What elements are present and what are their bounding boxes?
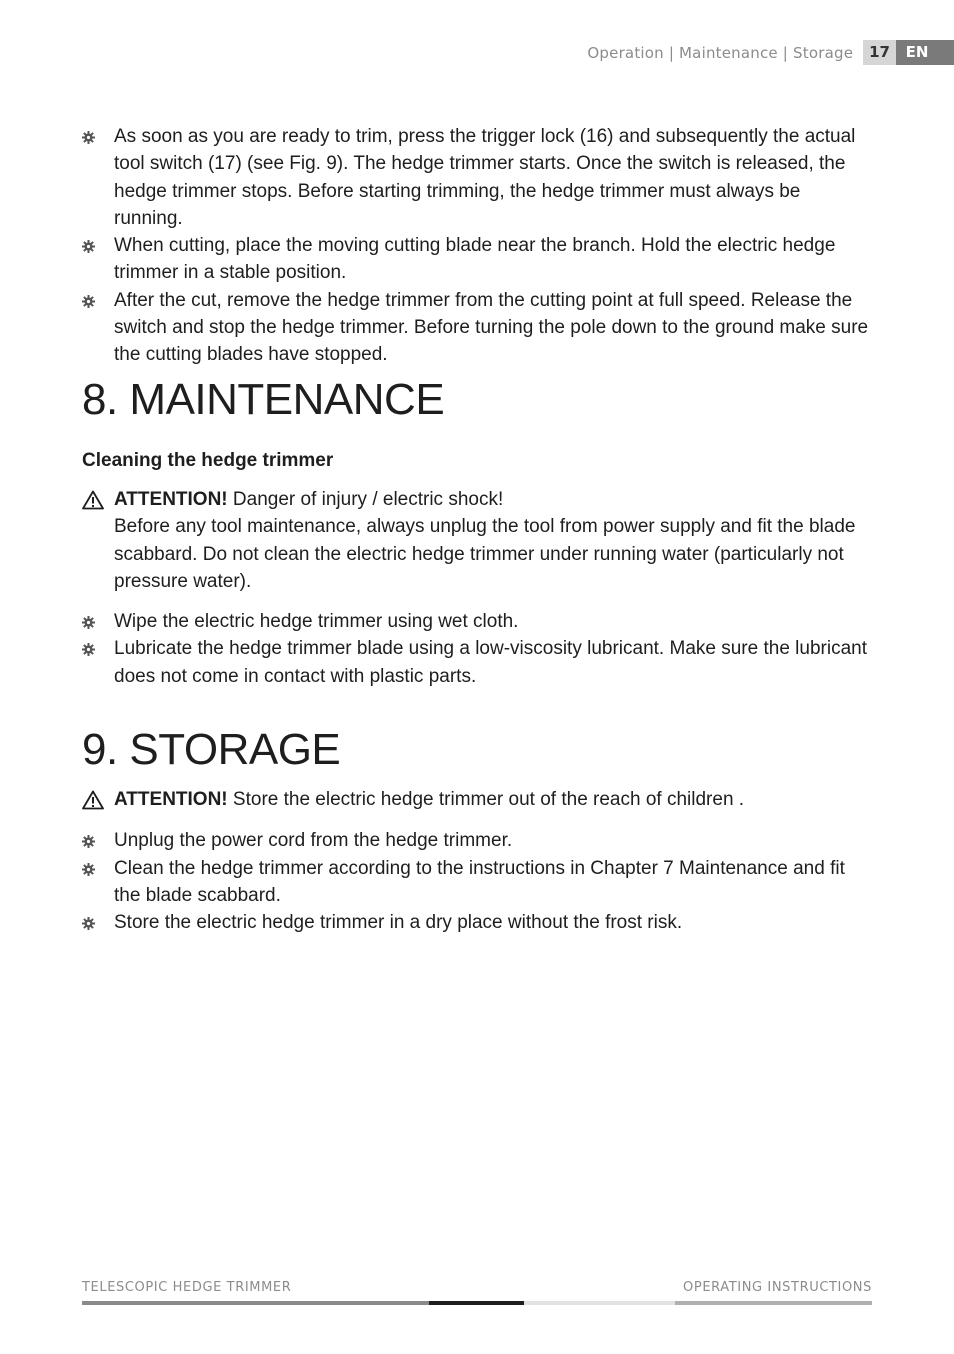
list-item: [82, 232, 874, 287]
cleaning-subheading: Cleaning the hedge trimmer: [82, 450, 334, 471]
attention-text: Store the electric hedge trimmer out of the reach of children .: [227, 789, 745, 810]
language-badge: EN: [896, 40, 954, 65]
operation-section: [82, 123, 874, 369]
list-item-text: Clean the hedge trimmer according to the instructions in Chapter 7 Maintenance and fit the blade scabbard.: [114, 857, 845, 906]
maintenance-attention: [82, 486, 874, 595]
maintenance-section: [82, 374, 874, 690]
storage-heading: 9. STORAGE: [82, 725, 341, 774]
footer-bar-segment: [82, 1301, 429, 1305]
footer-product-name: TELESCOPIC HEDGE TRIMMER: [82, 1280, 292, 1295]
page-number: 17: [863, 40, 896, 65]
list-item: [82, 608, 874, 635]
footer-bar-segment: [429, 1301, 524, 1305]
list-item: [82, 635, 874, 690]
gear-bullet-icon: [82, 835, 95, 848]
list-item-text: Wipe the electric hedge trimmer using wet cloth.: [114, 611, 519, 633]
footer-document-type: OPERATING INSTRUCTIONS: [683, 1280, 872, 1295]
breadcrumb: Operation | Maintenance | Storage: [587, 43, 854, 62]
warning-icon: [82, 490, 104, 510]
list-item-text: As soon as you are ready to trim, press the trigger lock (16) and subsequently the actual tool switch (17) (see Fig. 9). The hedge trimmer starts. Once the switch is released, the hedge trimmer stops. Before starting trimming, the hedge trimmer must always be running.: [114, 126, 856, 229]
attention-text: Danger of injury / electric shock!: [227, 489, 504, 510]
gear-bullet-icon: [82, 863, 95, 876]
attention-label: ATTENTION!: [114, 489, 228, 510]
gear-bullet-icon: [82, 917, 95, 930]
page-header: [587, 40, 954, 65]
warning-icon: [82, 790, 104, 810]
list-item-text: When cutting, place the moving cutting blade near the branch. Hold the electric hedge trimmer in a stable position.: [114, 235, 836, 284]
list-item: [82, 827, 874, 854]
footer-bar-segment: [675, 1301, 872, 1305]
footer-bar-segment: [524, 1301, 675, 1305]
list-item-text: Lubricate the hedge trimmer blade using a low-viscosity lubricant. Make sure the lubricant does not come in contact with plastic parts.: [114, 638, 867, 687]
gear-bullet-icon: [82, 616, 95, 629]
gear-bullet-icon: [82, 240, 95, 253]
list-item: [82, 909, 874, 936]
operation-list: [82, 123, 874, 369]
list-item-text: Store the electric hedge trimmer in a dry place without the frost risk.: [114, 912, 683, 934]
footer-bar: [82, 1301, 872, 1305]
list-item: [82, 287, 874, 369]
maintenance-heading: 8. MAINTENANCE: [82, 375, 445, 424]
attention-label: ATTENTION!: [114, 789, 228, 810]
attention-body: Before any tool maintenance, always unplug the tool from power supply and fit the blade scabbard. Do not clean the electric hedge trimmer under running water (particularly not pressure water).: [114, 516, 856, 592]
maintenance-list: [82, 608, 874, 690]
list-item-text: After the cut, remove the hedge trimmer from the cutting point at full speed. Release the switch and stop the hedge trimmer. Before turning the pole down to the ground make sure the cutting blades have stopped.: [114, 289, 869, 366]
storage-list: [82, 827, 874, 936]
list-item-text: Unplug the power cord from the hedge trimmer.: [114, 830, 513, 852]
storage-attention: [82, 786, 874, 813]
gear-bullet-icon: [82, 131, 95, 144]
gear-bullet-icon: [82, 643, 95, 656]
list-item: [82, 123, 874, 232]
storage-section: [82, 724, 874, 936]
gear-bullet-icon: [82, 295, 95, 308]
list-item: [82, 855, 874, 910]
